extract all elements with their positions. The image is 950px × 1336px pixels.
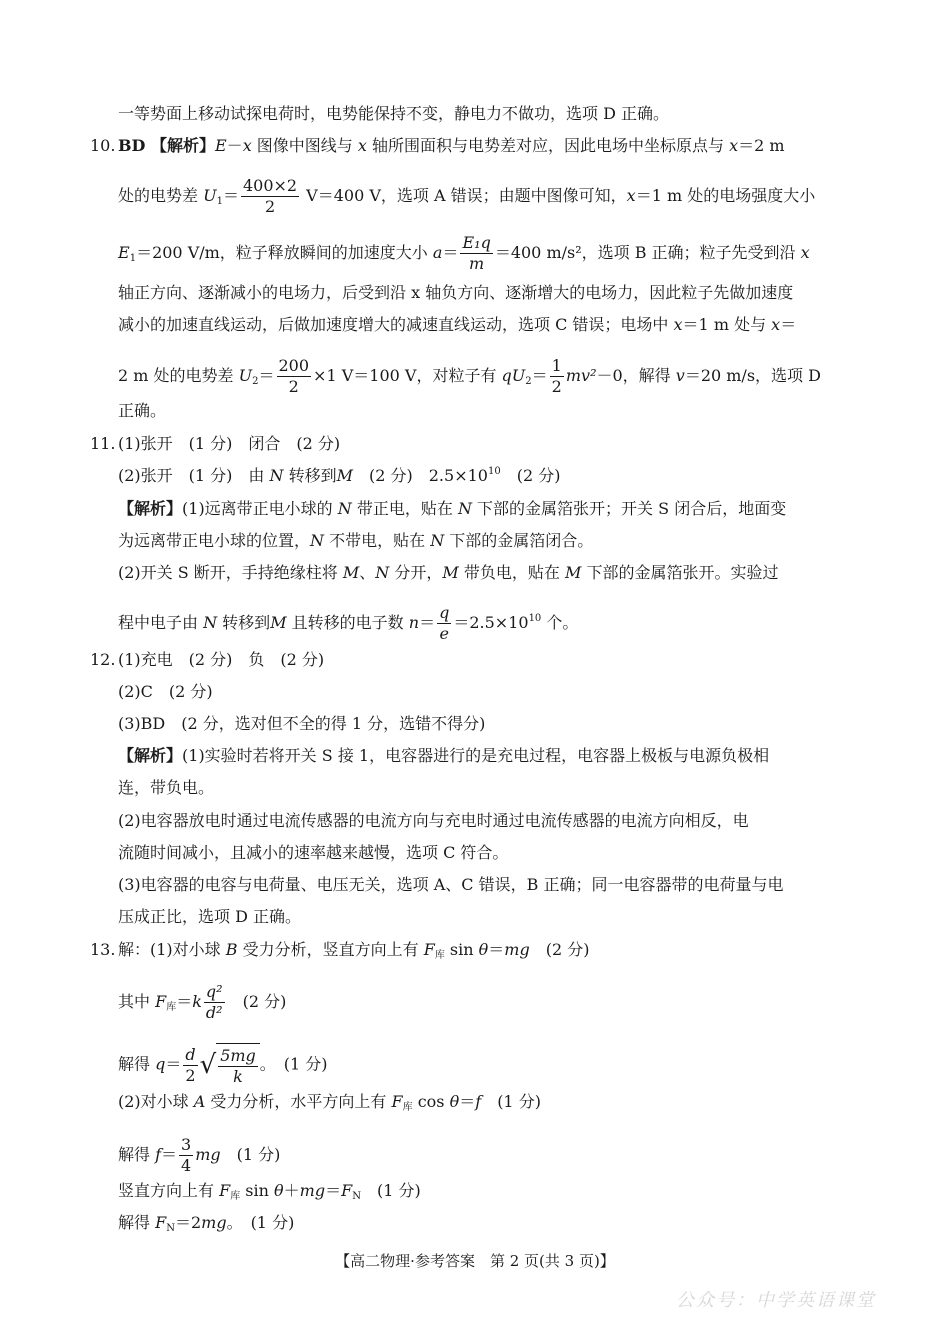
text-line: 正确。 bbox=[118, 401, 167, 420]
analysis-line: (2)电容器放电时通过电流传感器的电流方向与充电时通过电流传感器的电流方向相反，电 bbox=[118, 811, 749, 830]
square-root bbox=[200, 1043, 260, 1087]
analysis-line: 程中电子由 N 转移到M 且转移的电子数 n＝ $\frac{q}{e}$ $=2.5\times 10^{10}$ 个。 bbox=[118, 603, 579, 643]
solution-line: 解：(1)对小球 B 受力分析，竖直方向上有 $F_库$ sin θ＝mg (2 分) bbox=[118, 940, 590, 961]
answer-line: (1)充电 (2 分) 负 (2 分) bbox=[118, 650, 325, 669]
fraction: $\frac{5mg}{k}$ bbox=[220, 1046, 256, 1086]
analysis-line: 流随时间减小，且减小的速率越来越慢，选项 C 符合。 bbox=[118, 843, 509, 862]
fraction: $\frac{3}{4}$ bbox=[181, 1135, 192, 1175]
fraction: $\frac{1}{2}$ bbox=[551, 356, 562, 396]
analysis-line: 压成正比，选项 D 正确。 bbox=[118, 907, 302, 926]
answer-line: (2)张开 (1 分) 由 N 转移到M (2 分) $2.5\times 10^{10}$ (2 分) bbox=[118, 466, 561, 485]
analysis-line: (2)开关 S 断开，手持绝缘柱将 M、N 分开，M 带负电，贴在 M 下部的金属箔张开。实验过 bbox=[118, 563, 779, 582]
question-number: 11. bbox=[90, 434, 116, 453]
fraction: $\frac{q}{e}$ bbox=[439, 603, 450, 643]
text-line: 轴正方向、逐渐减小的电场力，后受到沿 x 轴负方向、逐渐增大的电场力，因此粒子先做加速度 bbox=[118, 283, 794, 302]
fraction: $\frac{\text{q²}}{\text{d²}}$ bbox=[205, 982, 223, 1022]
solution-line: (2)对小球 A 受力分析，水平方向上有 $F_库$ cos θ＝f (1 分) bbox=[118, 1092, 541, 1113]
text-line: $E_1=200$ V/m，粒子释放瞬间的加速度大小 a＝ $\frac{\text{E₁q}}{m}$ ＝400 m/s²，选项 B 正确；粒子先受到沿 x bbox=[118, 233, 810, 273]
text-line: 处的电势差 $U_1=$ $\frac{400\times 2}{2}$ V＝400 V，选项 A 错误；由题中图像可知，x＝1 m 处的电场强度大小 bbox=[118, 176, 816, 216]
watermark: 公众号：中学英语课堂 bbox=[676, 1290, 876, 1311]
question-number: 13. bbox=[90, 940, 116, 959]
answer-line: (2)C (2 分) bbox=[118, 682, 213, 701]
solution-line: 其中 $F_库=k$ $\frac{\text{q²}}{\text{d²}}$ (2 分) bbox=[118, 982, 287, 1022]
text-line: 一等势面上移动试探电荷时，电势能保持不变，静电力不做功，选项 D 正确。 bbox=[118, 104, 670, 123]
fraction: $\frac{d}{2}$ bbox=[185, 1044, 196, 1085]
analysis-line: (3)电容器的电容与电荷量、电压无关，选项 A、C 错误，B 正确；同一电容器带的电荷量与电 bbox=[118, 875, 784, 894]
fraction: $\frac{400\times 2}{2}$ bbox=[242, 176, 298, 216]
text-line: BD 【解析】E－x 图像中图线与 x 轴所围面积与电势差对应，因此电场中坐标原点与 x＝2 m bbox=[118, 136, 785, 155]
solution-line: 解得 f＝ $\frac{3}{4}$ mg (1 分) bbox=[118, 1135, 281, 1175]
page-footer: 【高二物理·参考答案 第 2 页(共 3 页)】 bbox=[335, 1252, 615, 1270]
answer-line: (3)BD (2 分，选对但不全的得 1 分，选错不得分) bbox=[118, 714, 486, 733]
analysis-line: 为远离带正电小球的位置，N 不带电，贴在 N 下部的金属箔闭合。 bbox=[118, 531, 594, 550]
fraction: $\frac{200}{2}$ bbox=[278, 356, 310, 396]
solution-line: 竖直方向上有 $F_库$ $\sin \theta+mg=F_N$ (1 分) bbox=[118, 1181, 421, 1202]
text-line: 2 m 处的电势差 $U_2=$ $\frac{200}{2}$ ×1 V＝100 V，对粒子有 $qU_2=$ $\frac{1}{2}$ mv²－0，解得 v＝20 m/s，选项 D bbox=[118, 356, 821, 396]
answer-line: (1)张开 (1 分) 闭合 (2 分) bbox=[118, 434, 341, 453]
radical-icon: √ bbox=[199, 1050, 217, 1080]
text-line: 减小的加速直线运动，后做加速度增大的减速直线运动，选项 C 错误；电场中 x＝1 m 处与 x＝ bbox=[118, 315, 797, 334]
analysis-line: 连，带负电。 bbox=[118, 778, 215, 797]
solution-line: 解得 $F_N=2mg$。 (1 分) bbox=[118, 1213, 295, 1234]
question-number: 10. bbox=[90, 136, 116, 155]
analysis-line: 【解析】(1)实验时若将开关 S 接 1，电容器进行的是充电过程，电容器上极板与电源负极相 bbox=[118, 746, 770, 765]
solution-line: 解得 q＝ $\frac{d}{2}$ √ $\frac{5mg}{k}$ 。 (1 分) bbox=[118, 1044, 328, 1086]
analysis-line: 【解析】(1)远离带正电小球的 N 带正电，贴在 N 下部的金属箔张开；开关 S 闭合后，地面变 bbox=[118, 499, 787, 518]
question-number: 12. bbox=[90, 650, 116, 669]
fraction: $\frac{\text{E₁q}}{m}$ bbox=[462, 233, 491, 273]
